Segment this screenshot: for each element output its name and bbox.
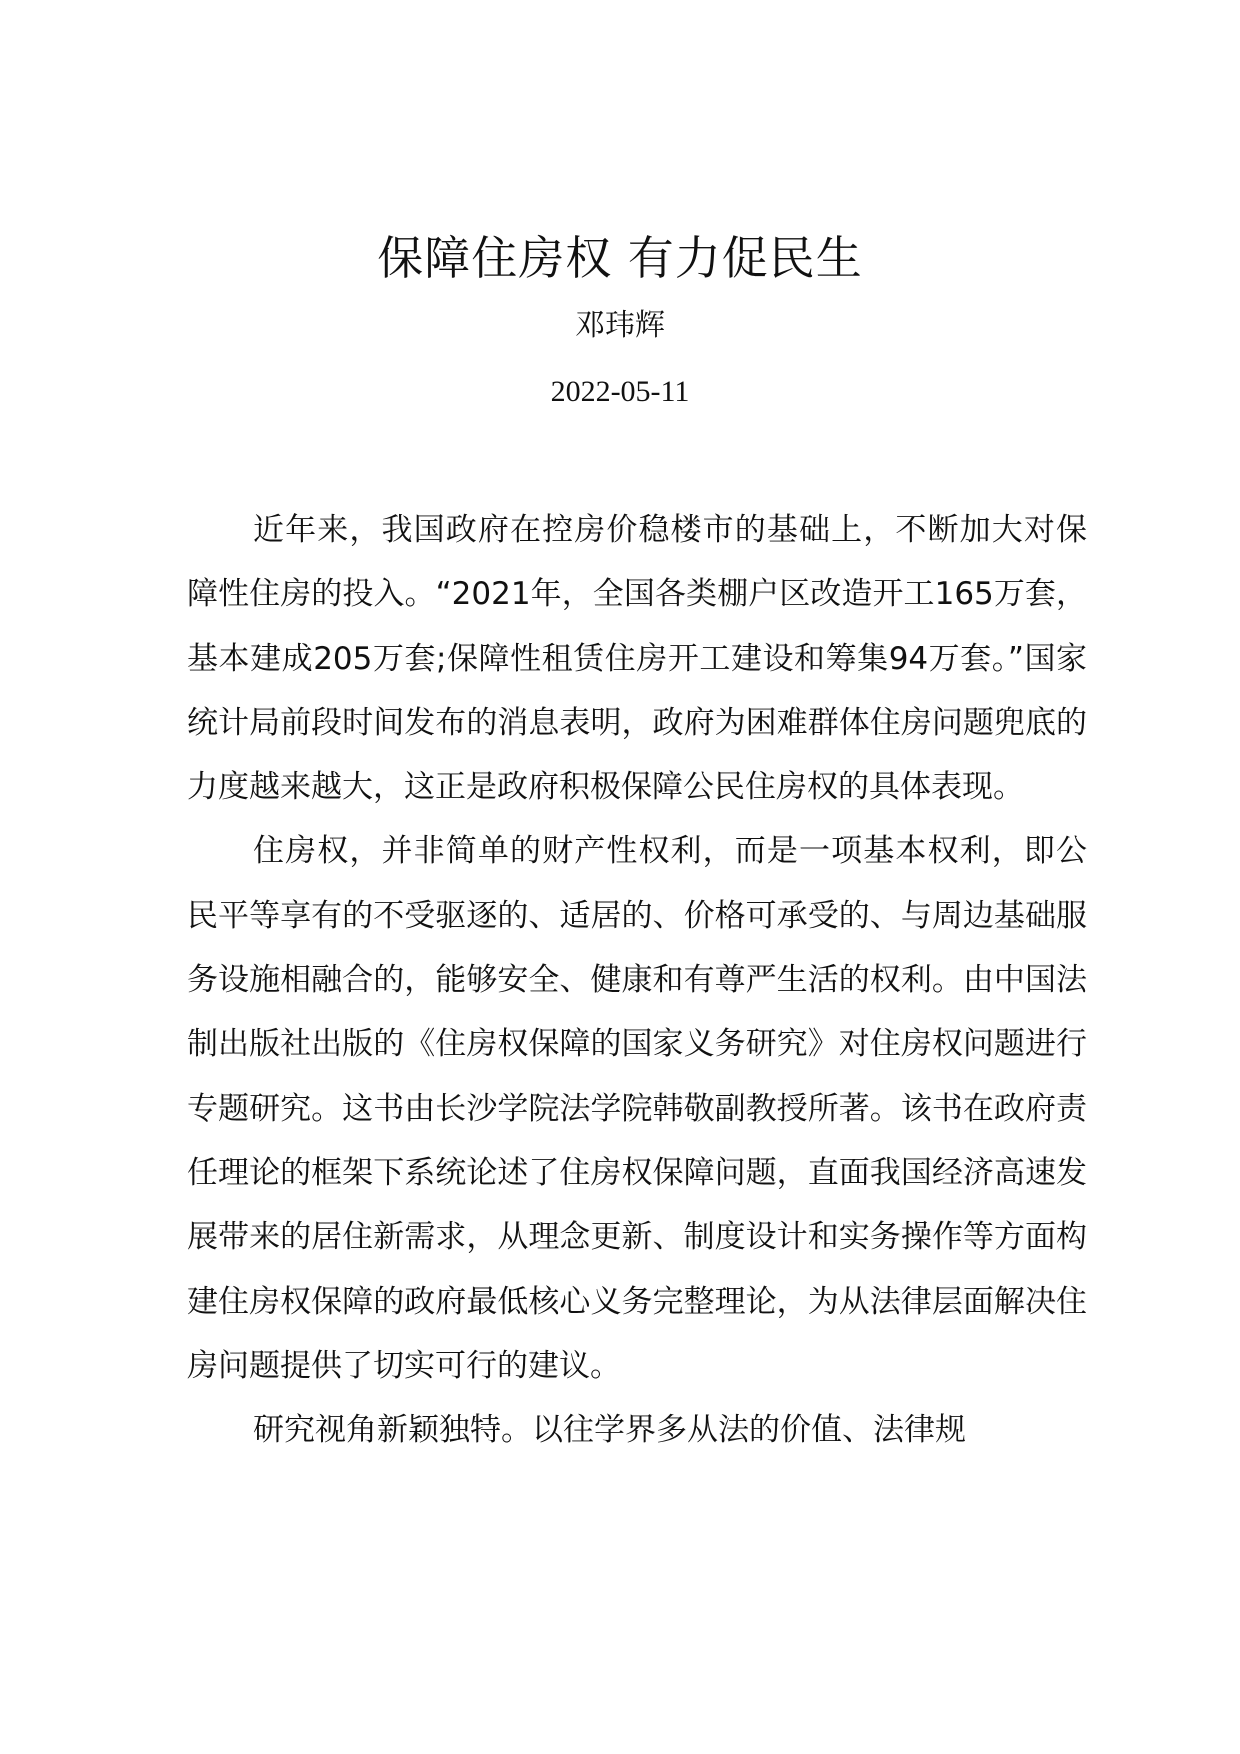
paragraph-2: 住房权，并非简单的财产性权利，而是一项基本权利，即公民平等享有的不受驱逐的、适居的、价格可承受的、与周边基础服务设施相融合的，能够安全、健康和有尊严生活的权利。由中国法制出版社出版的《住房权保障的国家义务研究》对住房权问题进行专题研究。这书由长沙学院法学院韩敬副教授所著。该书在政府责任理论的框架下系统论述了住房权保障问题，直面我国经济高速发展带来的居住新需求，从理念更新、制度设计和实务操作等方面构建住房权保障的政府最低核心义务完整理论，为从法律层面解决住房问题提供了切实可行的建议。 (187, 833, 1087, 1384)
paragraph-3: 研究视角新颖独特。以往学界多从法的价值、法律规 (253, 1412, 966, 1449)
article-author: 邓玮辉 (575, 308, 665, 343)
paragraph-1: 近年来，我国政府在控房价稳楼市的基础上，不断加大对保障性住房的投入。“2021年，全国各类棚户区改造开工165万套，基本建成205万套;保障性租赁住房开工建设和筹集94万套。”国家统计局前段时间发布的消息表明，政府为困难群体住房问题兜底的力度越来越大，这正是政府积极保障公民住房权的具体表现。 (187, 512, 1087, 806)
article-body (187, 498, 1087, 1462)
article-date: 2022-05-11 (550, 375, 690, 408)
article-title: 保障住房权 有力促民生 (377, 231, 863, 285)
